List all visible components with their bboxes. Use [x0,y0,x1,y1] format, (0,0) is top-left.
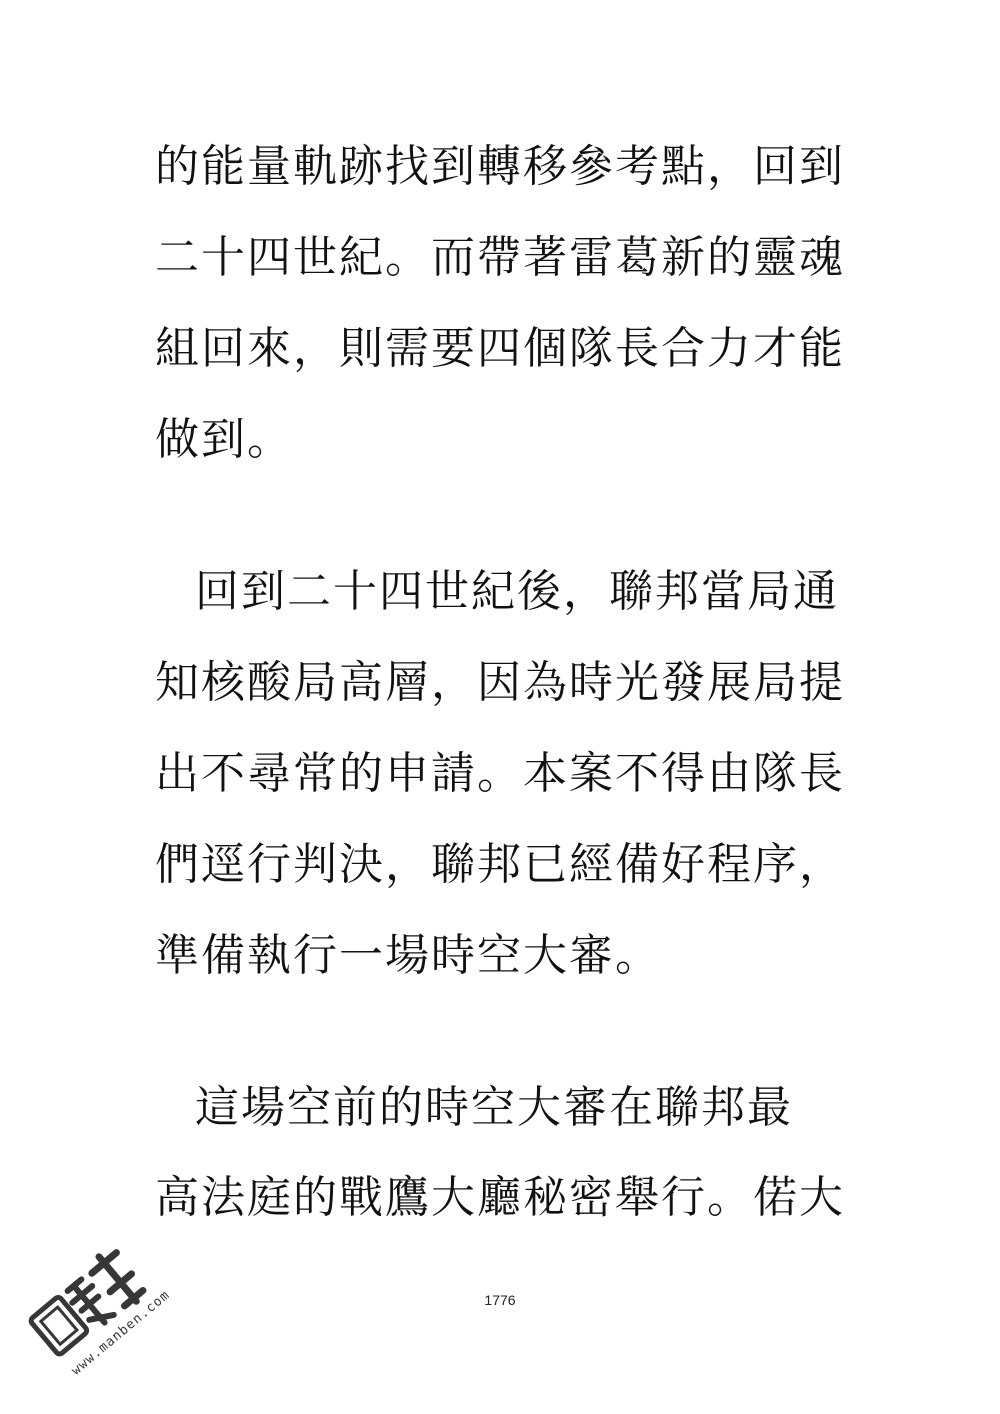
paragraph-3-line-1: 這場空前的時空大審在聯邦最 [195,1082,793,1133]
paragraph-2-line-1: 回到二十四世紀後，聯邦當局通 [195,566,839,617]
manben-logo-icon [10,1225,185,1400]
paragraph-1-line-4: 做到。 [155,414,293,465]
paragraph-2-line-2: 知核酸局高層，因為時光發展局提 [155,657,845,708]
paragraph-1-line-1: 的能量軌跡找到轉移參考點，回到 [155,141,845,192]
paragraph-1-line-2: 二十四世紀。而帶著雷葛新的靈魂 [155,232,845,283]
svg-text:www.manben.com: www.manben.com [68,1287,174,1379]
paragraph-2-line-5: 準備執行一場時空大審。 [155,930,661,981]
paragraph-1-line-3: 組回來，則需要四個隊長合力才能 [155,323,845,374]
paragraph-2-line-4: 們逕行判決，聯邦已經備好程序， [155,839,845,890]
paragraph-3-line-2: 高法庭的戰鷹大廳秘密舉行。偌大 [155,1172,845,1223]
page-number: 1776 [484,1292,516,1308]
paragraph-2-line-3: 出不尋常的申請。本案不得由隊長 [155,748,845,799]
